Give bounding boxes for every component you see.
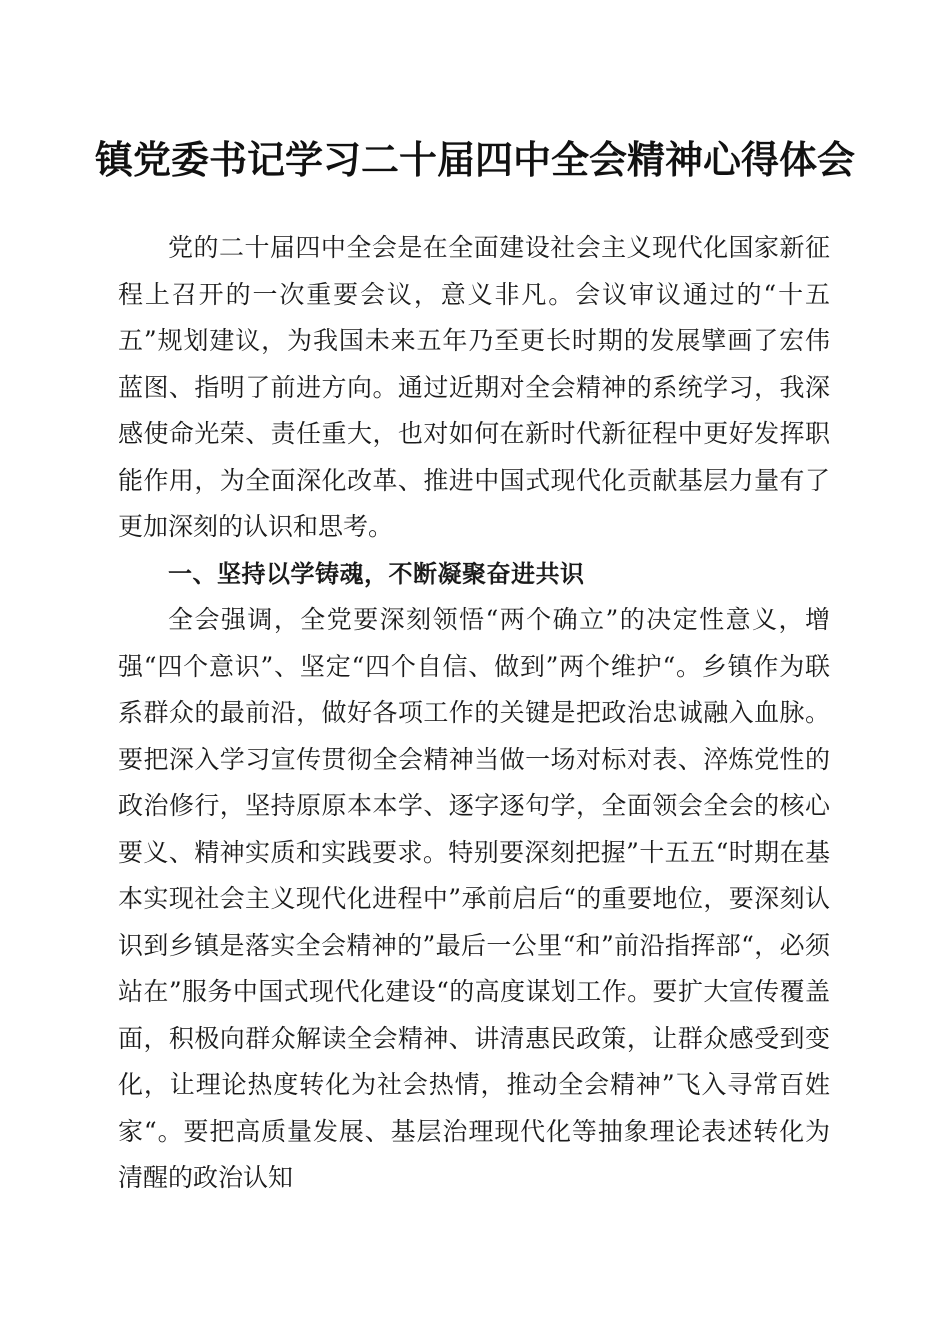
intro-paragraph: 党的二十届四中全会是在全面建设社会主义现代化国家新征程上召开的一次重要会议，意义非凡。会议审议通过的“十五五”规划建议，为我国未来五年乃至更长时期的发展擘画了宏伟蓝图、指明了前进方向。通过近期对全会精神的系统学习，我深感使命光荣、责任重大，也对如何在新时代新征程中更好发挥职能作用，为全面深化改革、推进中国式现代化贡献基层力量有了更加深刻的认识和思考。 — [118, 233, 830, 541]
section-paragraph: 全会强调，全党要深刻领悟“两个确立”的决定性意义，增强“四个意识”、坚定“四个自信、做到”两个维护“。乡镇作为联系群众的最前沿，做好各项工作的关键是把政治忠诚融入血脉。要把深入学习宣传贯彻全会精神当做一场对标对表、淬炼党性的政治修行，坚持原原本本学、逐字逐句学，全面领会全会的核心要义、精神实质和实践要求。特别要深刻把握”十五五“时期在基本实现社会主义现代化进程中”承前启后“的重要地位，要深刻认识到乡镇是落实全会精神的”最后一公里“和”前沿指挥部“，必须站在”服务中国式现代化建设“的高度谋划工作。要扩大宣传覆盖面，积极向群众解读全会精神、讲清惠民政策，让群众感受到变化，让理论热度转化为社会热情，推动全会精神”飞入寻常百姓家“。要把高质量发展、基层治理现代化等抽象理论表述转化为清醒的政治认知 — [118, 605, 830, 1192]
document-body — [118, 225, 830, 1202]
section-heading: 一、坚持以学铸魂，不断凝聚奋进共识 — [168, 559, 585, 588]
document-title: 镇党委书记学习二十届四中全会精神心得体会 — [95, 137, 856, 182]
